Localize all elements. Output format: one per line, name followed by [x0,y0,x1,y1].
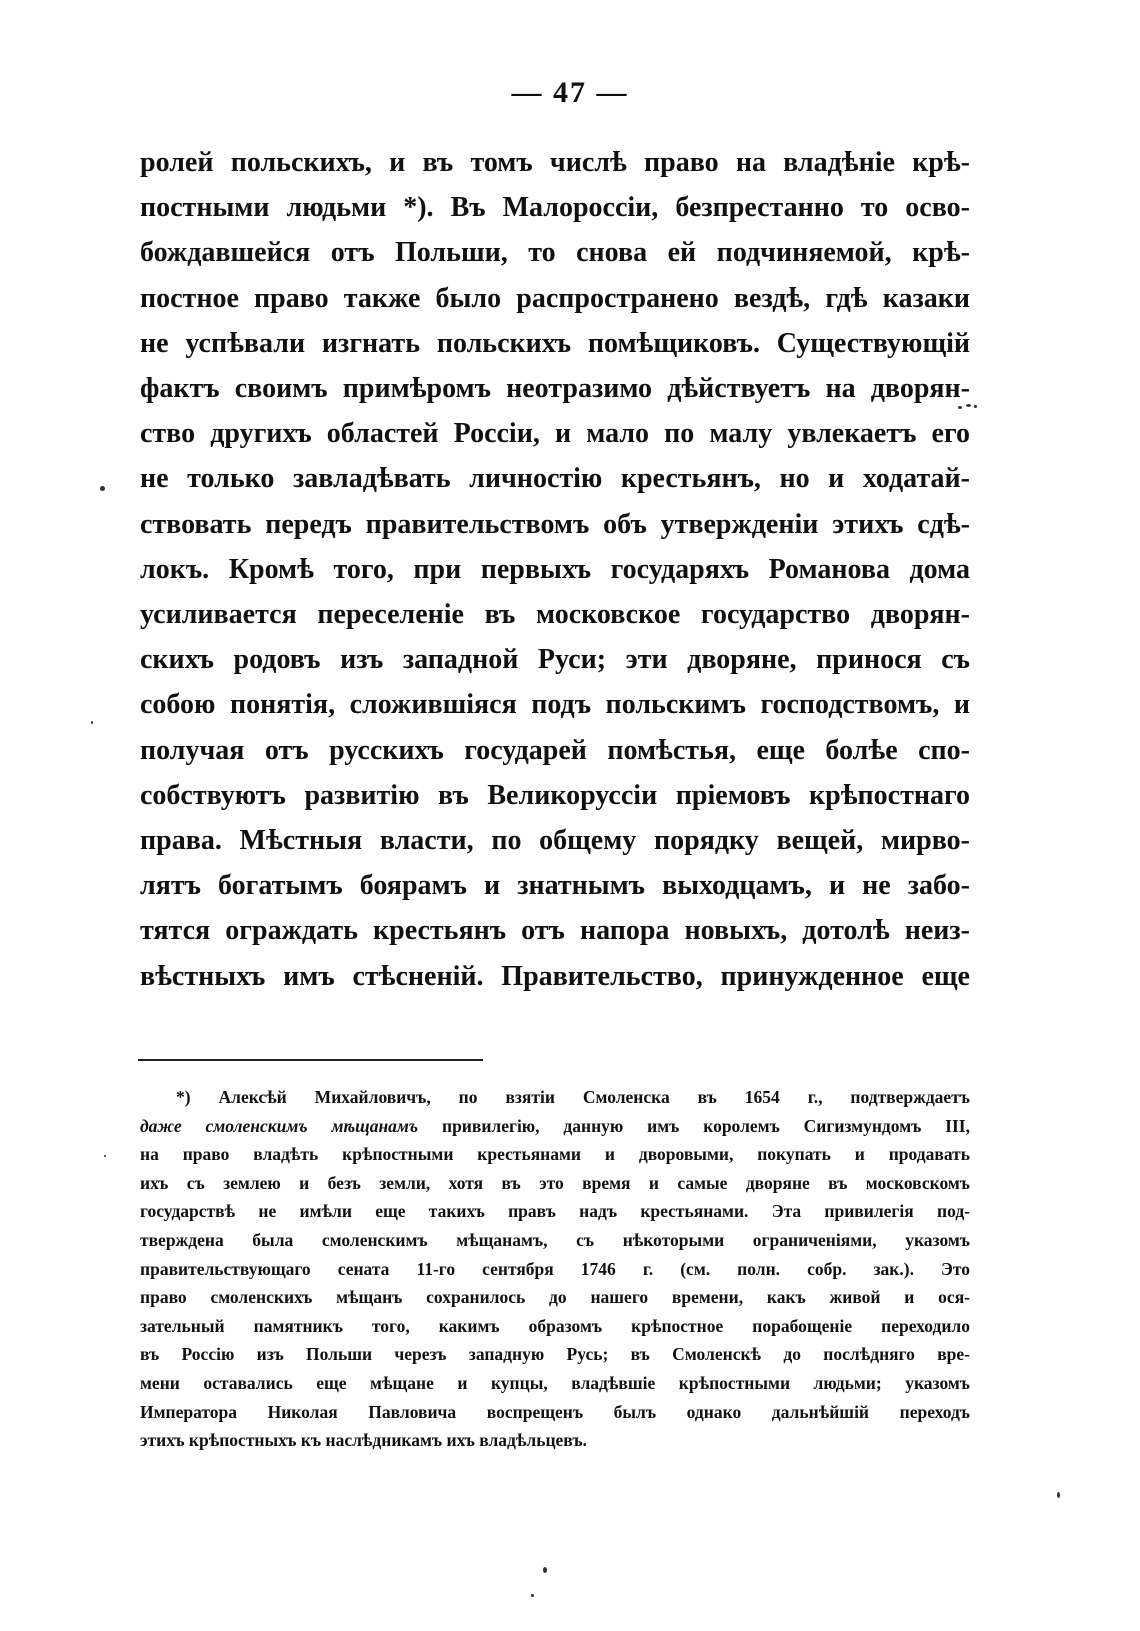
text-line: ство другихъ областей Россіи, и мало по малу увлекаетъ его [140,418,970,450]
footnote-line [140,1112,970,1141]
footnote-line: на право владѣть крѣпостными крестьянами и дворовыми, покупать и продавать [140,1144,970,1165]
text-line: получая отъ русскихъ государей помѣстья, еще болѣе спо- [140,734,970,766]
text-line: собствуютъ развитію въ Великоруссіи пріемовъ крѣпостнаго [140,779,970,811]
text-line: права. Мѣстныя власти, по общему порядку вещей, мирво- [140,825,970,857]
footnote-divider [138,1059,483,1061]
footnote-line: въ Россію изъ Польши черезъ западную Русь; въ Смоленскѣ до послѣдняго вре- [140,1344,970,1365]
footnote-emphasis: даже смоленскимъ мѣщанамъ [140,1115,419,1136]
text-line: ролей польскихъ, и въ томъ числѣ право на владѣніе крѣ- [140,147,970,178]
text-line: бождавшейся отъ Польши, то снова ей подчиняемой, крѣ- [140,237,970,269]
text-line: собою понятія, сложившіяся подъ польскимъ господствомъ, и [140,689,970,721]
text-line: постное право также было распространено вездѣ, гдѣ казаки [140,282,970,314]
text-line: постными людьми *). Въ Малороссіи, безпрестанно то осво- [140,192,970,224]
text-line: фактъ своимъ примѣромъ неотразимо дѣйствуетъ на дворян- [140,373,970,405]
page-number: — 47 — [511,76,629,109]
scan-speck [91,721,93,724]
footnote-line-rest: привилегію, данную имъ королемъ Сигизмундомъ III, [418,1115,970,1136]
text-line: ствовать передъ правительствомъ объ утвержденіи этихъ сдѣ- [140,508,970,540]
footnote-line: тверждена была смоленскимъ мѣщанамъ, съ нѣкоторыми ограниченіями, указомъ [140,1229,970,1250]
footnote-line: ихъ съ землею и безъ земли, хотя въ это время и самые дворяне въ московскомъ [140,1172,970,1193]
text-line: усиливается переселеніе въ московское государство дворян- [140,599,970,631]
footnote-line: этихъ крѣпостныхъ къ наслѣдникамъ ихъ владѣльцевъ. [140,1430,587,1451]
scan-speck [1057,1492,1060,1498]
footnote-line: Императора Николая Павловича воспрещенъ былъ однако дальнѣйшій переходъ [140,1401,970,1422]
scan-speck [543,1567,547,1573]
scan-speck [104,1155,106,1157]
footnote-line: право смоленскихъ мѣщанъ сохранилось до нашего времени, какъ живой и ося- [140,1287,970,1308]
text-line: тятся ограждать крестьянъ отъ напора новыхъ, дотолѣ неиз- [140,915,970,947]
scan-speck [974,405,977,408]
scan-speck [958,406,962,409]
text-line: вѣстныхъ имъ стѣсненій. Правительство, принужденное еще [140,960,970,992]
footnote-line: государствѣ не имѣли еще такихъ правъ надъ крестьянами. Эта привилегія под- [140,1201,970,1222]
footnote-line: *) Алексѣй Михайловичъ, по взятіи Смоленска въ 1654 г., подтверждаетъ [176,1087,970,1107]
scan-speck [100,486,105,491]
footnote-line: правительствующаго сената 11-го сентября 1746 г. (см. полн. собр. зак.). Это [140,1258,970,1279]
footnote-line: зательный памятникъ того, какимъ образомъ крѣпостное порабощеніе переходило [140,1315,970,1336]
main-text [140,140,970,999]
scan-speck [531,1594,534,1597]
text-line: скихъ родовъ изъ западной Руси; эти дворяне, принося съ [140,644,970,676]
text-line: лятъ богатымъ боярамъ и знатнымъ выходцамъ, и не забо- [140,870,970,902]
footnote-line: мени оставались еще мѣщане и купцы, владѣвшіе крѣпостными людьми; указомъ [140,1372,970,1393]
text-line: не успѣвали изгнать польскихъ помѣщиковъ. Существующій [140,327,970,359]
text-line: локъ. Кромѣ того, при первыхъ государяхъ Романова дома [140,553,970,585]
footnote [140,1083,970,1455]
scan-speck [966,404,971,407]
text-line: не только завладѣвать личностію крестьянъ, но и ходатай- [140,463,970,495]
